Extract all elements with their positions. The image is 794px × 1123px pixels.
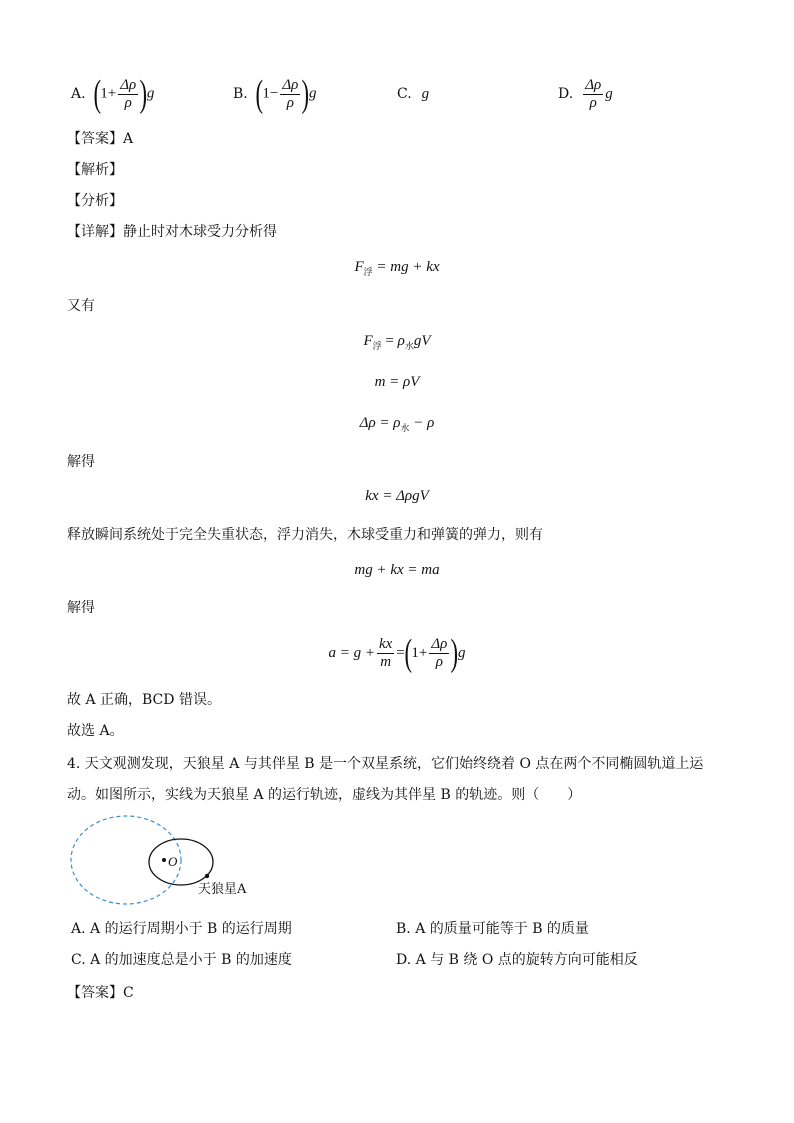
- answer-q4: 【答案】C: [67, 985, 134, 1001]
- conclusion-1: 故 A 正确，BCD 错误。: [67, 692, 221, 708]
- jiede-2: 解得: [67, 600, 95, 616]
- q4-option-b: B. A 的质量可能等于 B 的质量: [396, 921, 589, 937]
- q4-option-c: C. A 的加速度总是小于 B 的加速度: [71, 952, 292, 968]
- release-text: 释放瞬间系统处于完全失重状态，浮力消失，木球受重力和弹簧的弹力，则有: [67, 527, 543, 543]
- option-b-label: B.: [233, 86, 248, 102]
- option-b: [233, 74, 317, 114]
- o-label: O: [168, 854, 178, 869]
- option-a-label: A.: [71, 86, 86, 102]
- detail-intro: 【详解】静止时对木球受力分析得: [67, 224, 277, 240]
- q4-option-d: D. A 与 B 绕 O 点的旋转方向可能相反: [396, 952, 638, 968]
- equation-5: kx = ΔρgV: [365, 488, 429, 504]
- equation-7: a = g + $\frac{kx}{m}$ = ( 1 + $\frac{\Delta\rho}{\rho}$ ) g: [328, 632, 466, 674]
- option-d-label: D.: [558, 86, 574, 102]
- youyou-text: 又有: [67, 298, 95, 314]
- conclusion-2: 故选 A。: [67, 723, 124, 739]
- option-c-label: C.: [397, 86, 412, 102]
- equation-3: m = ρV: [374, 374, 420, 390]
- option-a: [71, 74, 154, 114]
- analysis-label: 【解析】: [67, 162, 123, 178]
- option-a-formula: (1+ $\frac{\Delta\rho}{\rho}$ )g: [93, 73, 155, 115]
- star-a-label: 天狼星A: [198, 882, 247, 897]
- fenxi-label: 【分析】: [67, 193, 123, 209]
- equation-6: mg + kx = ma: [354, 562, 440, 578]
- jiede-1: 解得: [67, 454, 95, 470]
- equation-4: $\Delta\rho = \rho_水 - \rho$: [359, 415, 435, 433]
- option-c: [397, 74, 429, 114]
- q4-stem-line2: 动。如图所示，实线为天狼星 A 的运行轨迹，虚线为其伴星 B 的轨迹。则（ ）: [67, 787, 582, 803]
- q4-option-a: A. A 的运行周期小于 B 的运行周期: [71, 921, 292, 937]
- equation-2: $F_浮 = \rho_水gV$: [363, 333, 431, 351]
- option-c-formula: g: [421, 86, 430, 102]
- option-d: [558, 74, 613, 114]
- option-d-formula: $\frac{\Delta\rho}{\rho}$ g: [585, 76, 613, 111]
- orbit-figure: [60, 808, 290, 912]
- answer-q3: 【答案】A: [67, 131, 134, 147]
- star-a-dot: [205, 874, 209, 878]
- point-o: [162, 858, 166, 862]
- q4-stem-line1: 4. 天文观测发现，天狼星 A 与其伴星 B 是一个双星系统，它们始终绕着 O 点在两个不同椭圆轨道上运: [67, 756, 704, 772]
- option-b-formula: (1− $\frac{\Delta\rho}{\rho}$ )g: [255, 73, 317, 115]
- equation-1: $F_浮$ = mg + kx: [354, 259, 440, 277]
